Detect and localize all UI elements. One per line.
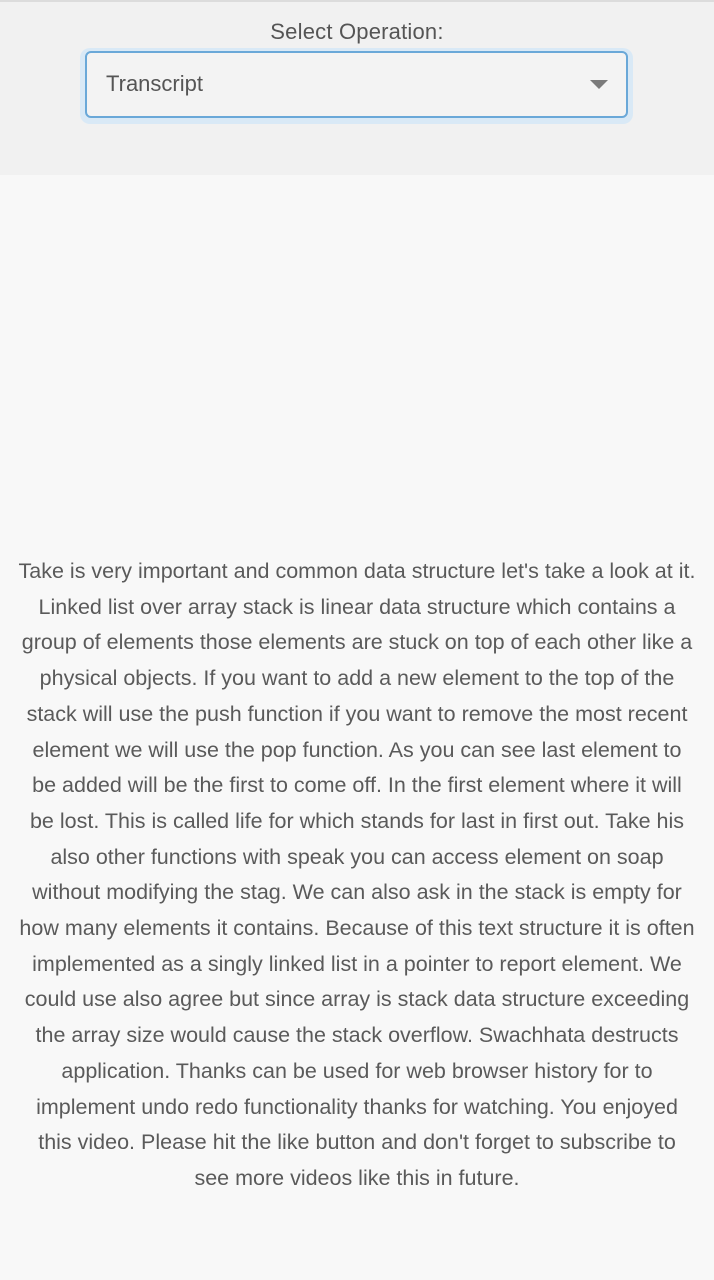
operation-select[interactable] — [85, 51, 628, 118]
operation-select-value[interactable]: Transcript — [106, 71, 203, 96]
operation-panel — [0, 0, 714, 175]
select-operation-label: Select Operation: — [270, 19, 444, 44]
transcript-text: Take is very important and common data structure let's take a look at it. Linked list over array stack is linear data structure which contains a group of elements those elements are stuck on top of each other like a physical objects. If you want to add a new element to the top of the stack will use the push function if you want to remove the most recent element we will use the pop function. As you can see last element to be added will be the first to come off. In the first element where it will be lost. This is called life for which stands for last in first out. Take his also other functions with speak you can access element on soap without modifying the stag. We can also ask in the stack is empty for how many elements it contains. Because of this text structure it is often implemented as a singly linked list in a pointer to report element. We could use also agree but since array is stack data structure exceeding the array size would cause the stack overflow. Swachhata destructs application. Thanks can be used for web browser history for to implement undo redo functionality thanks for watching. You enjoyed this video. Please hit the like button and don't forget to subscribe to see more videos like this in future. — [18, 559, 696, 1190]
chevron-down-icon[interactable] — [590, 80, 608, 89]
